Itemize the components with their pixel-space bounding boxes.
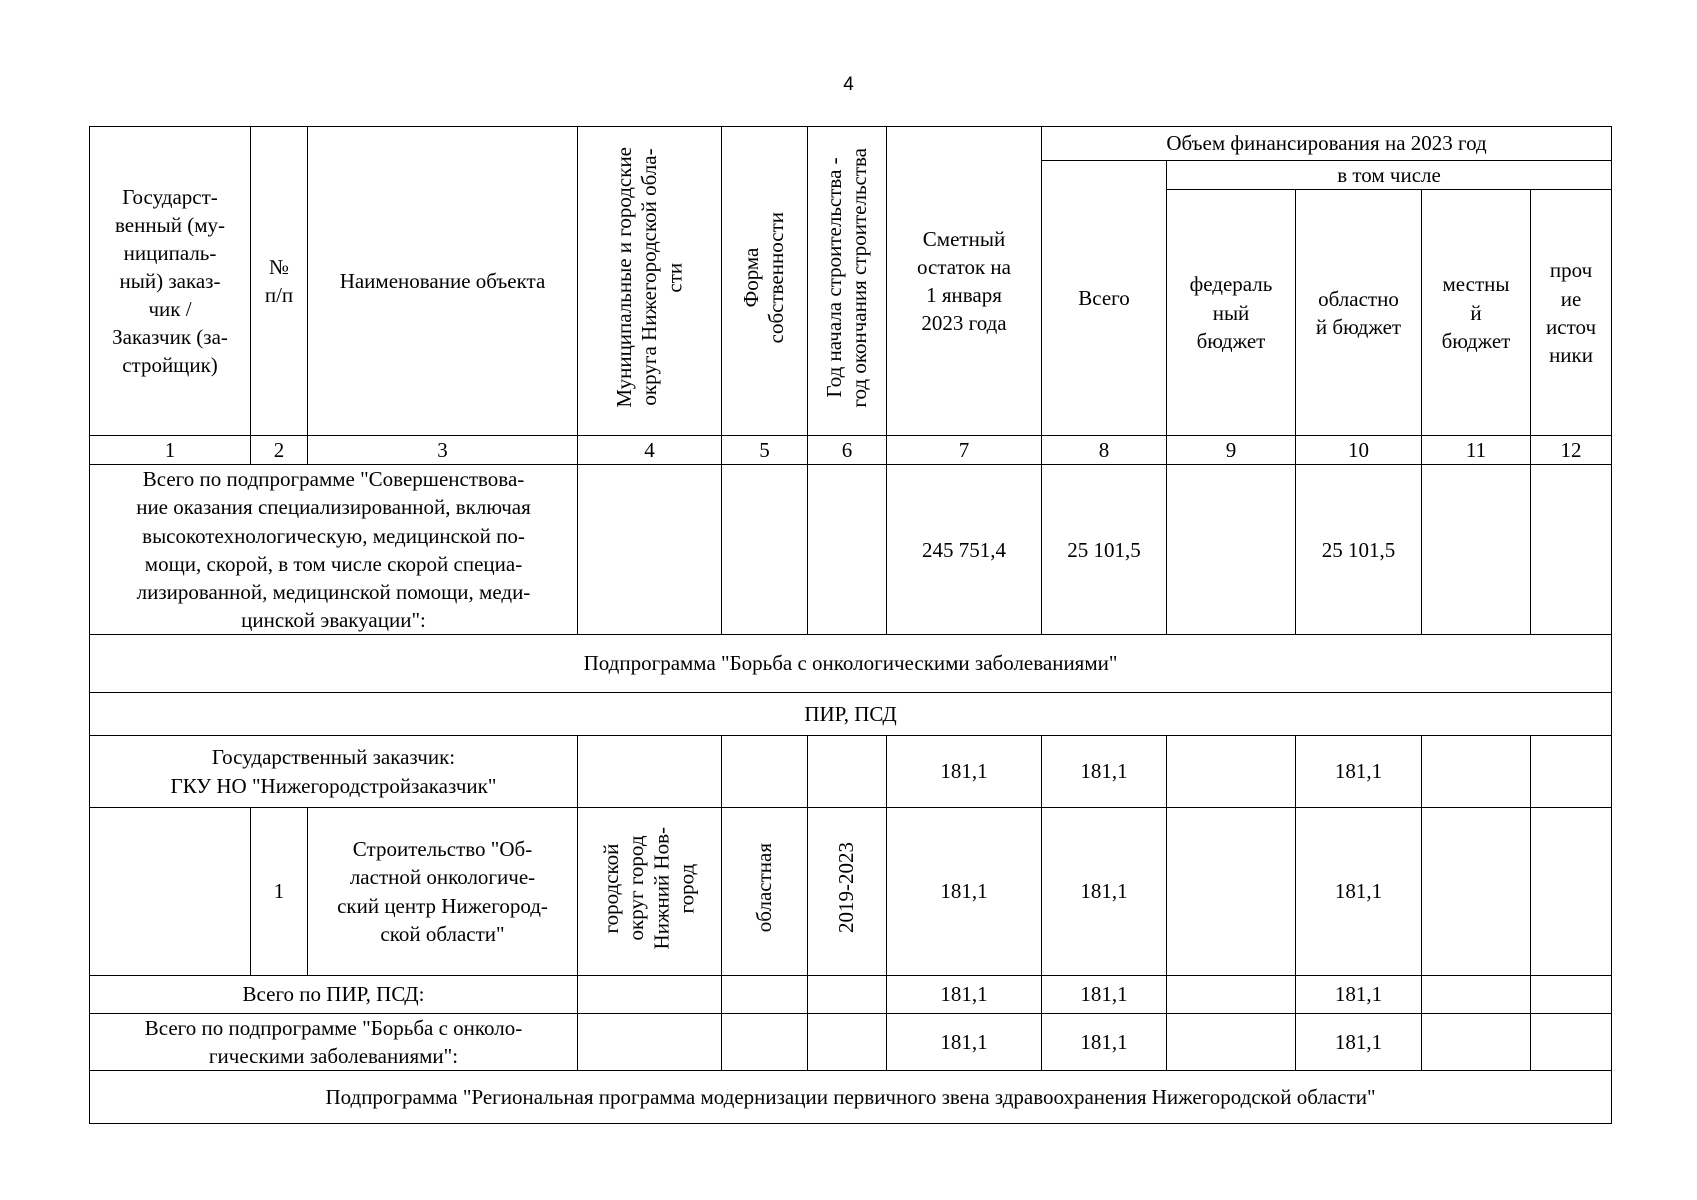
column-number: 10 [1296,436,1422,465]
total-value: 181,1 [1042,736,1167,808]
state-customer-row [90,736,1612,808]
federal-value [1167,465,1296,635]
total-value: 25 101,5 [1042,465,1167,635]
local-value [1422,736,1531,808]
other-value [1531,736,1612,808]
header-funding-volume: Объем финансирования на 2023 год [1042,127,1612,161]
regional-value: 181,1 [1296,808,1422,976]
column-number: 11 [1422,436,1531,465]
object-number: 1 [251,808,308,976]
empty-cell [578,976,722,1014]
header-ownership: Форма собственности [722,127,808,436]
header-number: № п/п [251,127,308,436]
regional-value: 181,1 [1296,736,1422,808]
empty-cell [722,976,808,1014]
empty-cell [808,976,887,1014]
estimate-value: 181,1 [887,1014,1042,1071]
object-ownership: областная [722,808,808,976]
federal-value [1167,1014,1296,1071]
federal-value [1167,808,1296,976]
header-other: проч ие источ ники [1531,190,1612,436]
empty-cell [90,808,251,976]
total-value: 181,1 [1042,808,1167,976]
column-number: 5 [722,436,808,465]
header-customer: Государст- венный (му- ниципаль- ный) заказ- чик / Заказчик (за- стройщик) [90,127,251,436]
other-value [1531,1014,1612,1071]
header-estimate-balance: Сметный остаток на 1 января 2023 года [887,127,1042,436]
column-number: 4 [578,436,722,465]
empty-cell [722,1014,808,1071]
column-number: 3 [308,436,578,465]
object-district: городской округ город Нижний Нов- город [578,808,722,976]
other-value [1531,976,1612,1014]
column-number: 7 [887,436,1042,465]
other-value [1531,465,1612,635]
local-value [1422,465,1531,635]
other-value [1531,808,1612,976]
header-local: местны й бюджет [1422,190,1531,436]
header-districts: Муниципальные и городские округа Нижегородской обла- сти [578,127,722,436]
header-federal: федераль ный бюджет [1167,190,1296,436]
pir-total-row [90,976,1612,1014]
column-numbers-row [90,436,1612,465]
header-object-name: Наименование объекта [308,127,578,436]
oncology-total-row [90,1014,1612,1071]
subprogram-oncology-title: Подпрограмма "Борьба с онкологическими заболеваниями" [90,635,1612,693]
column-number: 2 [251,436,308,465]
regional-value: 25 101,5 [1296,465,1422,635]
empty-cell [808,1014,887,1071]
empty-cell [578,465,722,635]
subprogram-total-label: Всего по подпрограмме "Совершенствова- ние оказания специализированной, включая высокотехнологическую, медицинской по- мощи, скорой, в том числе скорой специа- лизированной, медицинской помощи, меди- цинской эвакуации": [90,465,578,635]
empty-cell [578,736,722,808]
regional-value: 181,1 [1296,976,1422,1014]
total-value: 181,1 [1042,1014,1167,1071]
federal-value [1167,736,1296,808]
column-number: 6 [808,436,887,465]
object-row [90,808,1612,976]
estimate-value: 181,1 [887,976,1042,1014]
local-value [1422,808,1531,976]
empty-cell [722,736,808,808]
federal-value [1167,976,1296,1014]
total-value: 181,1 [1042,976,1167,1014]
header-including: в том числе [1167,161,1612,190]
local-value [1422,1014,1531,1071]
funding-table [89,126,1612,1124]
page-number: 4 [843,74,854,95]
estimate-value: 245 751,4 [887,465,1042,635]
regional-value: 181,1 [1296,1014,1422,1071]
pir-psd-title: ПИР, ПСД [90,693,1612,736]
empty-cell [722,465,808,635]
column-number: 12 [1531,436,1612,465]
header-total: Всего [1042,161,1167,436]
header-regional: областно й бюджет [1296,190,1422,436]
state-customer-label: Государственный заказчик: ГКУ НО "Нижегородстройзаказчик" [90,736,578,808]
column-number: 1 [90,436,251,465]
column-number: 9 [1167,436,1296,465]
header-years: Год начала строительства - год окончания строительства [808,127,887,436]
empty-cell [808,736,887,808]
estimate-value: 181,1 [887,736,1042,808]
estimate-value: 181,1 [887,808,1042,976]
subprogram-total-row [90,465,1612,635]
empty-cell [578,1014,722,1071]
pir-total-label: Всего по ПИР, ПСД: [90,976,578,1014]
local-value [1422,976,1531,1014]
object-years: 2019-2023 [808,808,887,976]
column-number: 8 [1042,436,1167,465]
object-name: Строительство "Об- ластной онкологиче- ский центр Нижегород- ской области" [308,808,578,976]
oncology-total-label: Всего по подпрограмме "Борьба с онколо- гическими заболеваниями": [90,1014,578,1071]
subprogram-primary-title: Подпрограмма "Региональная программа модернизации первичного звена здравоохранения Нижегородской области" [90,1071,1612,1124]
empty-cell [808,465,887,635]
